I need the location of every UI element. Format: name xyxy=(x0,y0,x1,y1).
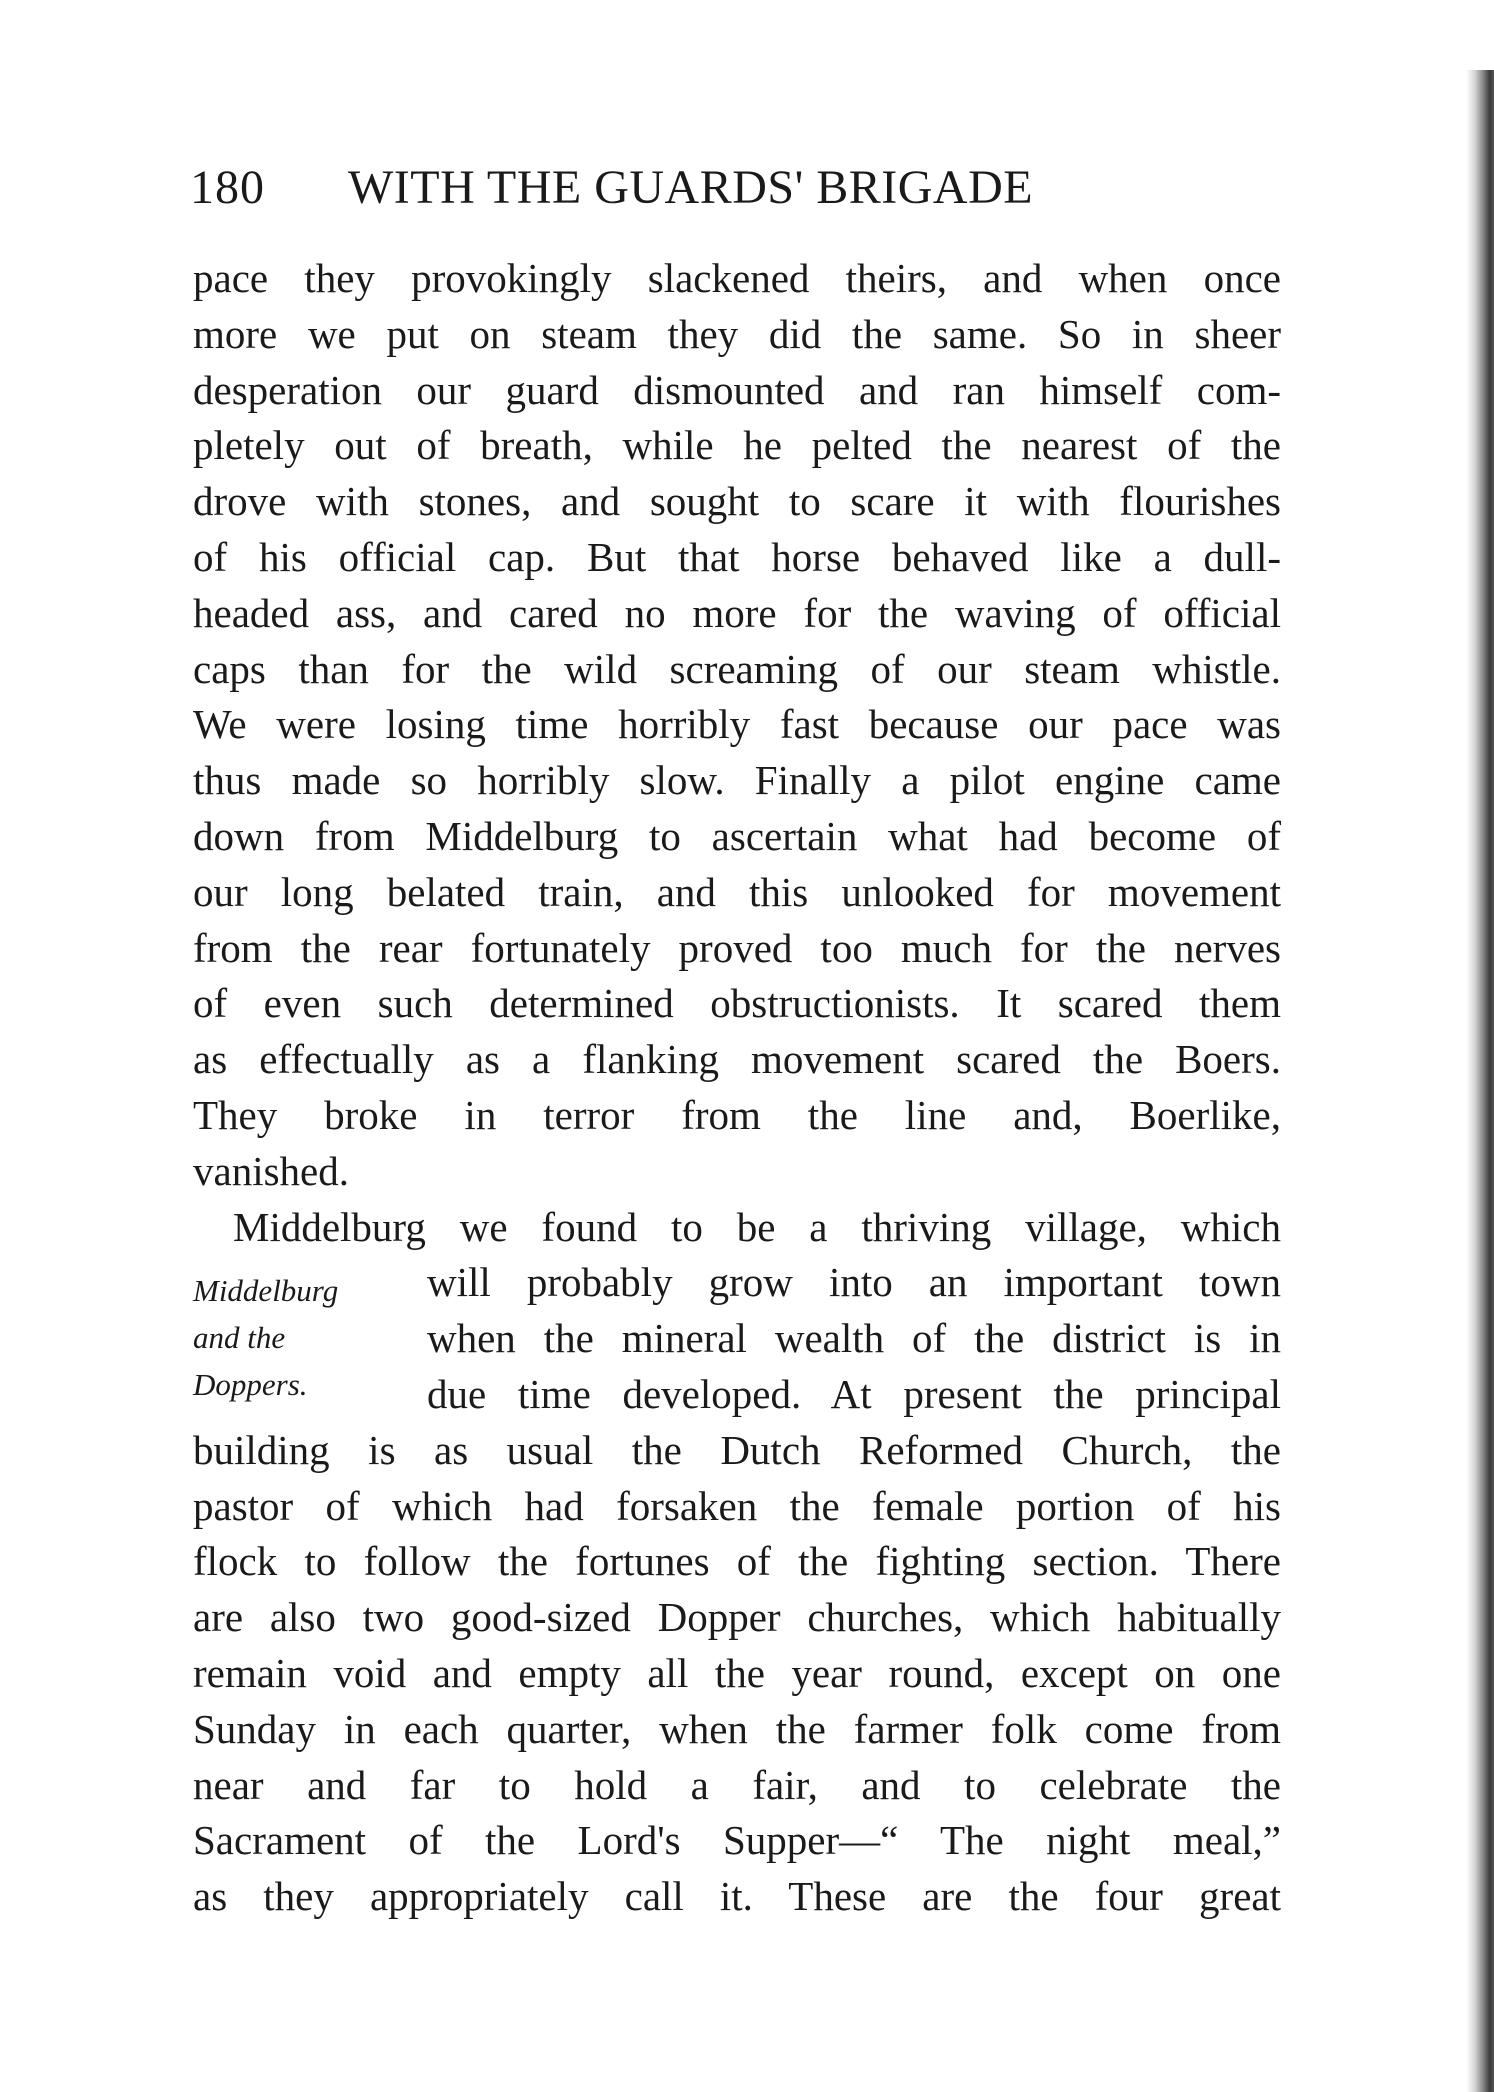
text-line: are also two good-sized Dopper churches, which habitually xyxy=(193,1594,1281,1641)
text-line: from the rear fortunately proved too much for the nerves xyxy=(193,924,1281,971)
margin-note-line: Middelburg xyxy=(193,1273,339,1308)
text-line: remain void and empty all the year round, except on one xyxy=(193,1649,1281,1696)
text-line: due time developed. At present the principal xyxy=(427,1370,1281,1417)
text-line: as they appropriately call it. These are the four great xyxy=(193,1873,1281,1920)
book-binding-shadow xyxy=(1466,70,1494,2092)
text-line: They broke in terror from the line and, Boerlike, xyxy=(193,1091,1281,1138)
text-line: down from Middelburg to ascertain what had become of xyxy=(193,812,1281,859)
text-line: building is as usual the Dutch Reformed Church, the xyxy=(193,1426,1281,1473)
text-line: vanished. xyxy=(193,1147,349,1194)
text-line: near and far to hold a fair, and to celebrate the xyxy=(193,1761,1281,1808)
text-line: Sacrament of the Lord's Supper—“ The night meal,” xyxy=(193,1817,1281,1864)
text-line: when the mineral wealth of the district is in xyxy=(427,1315,1281,1362)
text-line: flock to follow the fortunes of the fighting section. There xyxy=(193,1538,1281,1585)
margin-note-line: and the xyxy=(193,1320,286,1355)
text-line: pace they provokingly slackened theirs, and when once xyxy=(193,255,1281,301)
text-line: more we put on steam they did the same. So in sheer xyxy=(193,310,1281,357)
text-line: pastor of which had forsaken the female portion of his xyxy=(193,1482,1281,1529)
text-line: of his official cap. But that horse behaved like a dull- xyxy=(193,533,1281,580)
text-line: our long belated train, and this unlooked for movement xyxy=(193,868,1281,915)
text-line: will probably grow into an important town xyxy=(427,1259,1281,1306)
text-line: desperation our guard dismounted and ran himself com- xyxy=(193,366,1281,413)
page-number: 180 xyxy=(190,161,265,214)
text-line: Sunday in each quarter, when the farmer folk come from xyxy=(193,1705,1281,1752)
text-line: drove with stones, and sought to scare it with flourishes xyxy=(193,478,1281,525)
text-line: pletely out of breath, while he pelted the nearest of the xyxy=(193,422,1281,469)
text-line: of even such determined obstructionists. It scared them xyxy=(193,980,1281,1027)
text-line: Middelburg we found to be a thriving village, which xyxy=(233,1203,1281,1250)
text-line: as effectually as a flanking movement scared the Boers. xyxy=(193,1036,1281,1083)
text-line: We were losing time horribly fast because our pace was xyxy=(193,701,1281,748)
margin-note-line: Doppers. xyxy=(193,1367,308,1402)
text-line: headed ass, and cared no more for the waving of official xyxy=(193,589,1281,636)
text-line: caps than for the wild screaming of our steam whistle. xyxy=(193,645,1281,692)
text-line: thus made so horribly slow. Finally a pilot engine came xyxy=(193,757,1281,804)
running-head: WITH THE GUARDS' BRIGADE xyxy=(348,161,1034,214)
body-text xyxy=(193,251,1281,1925)
